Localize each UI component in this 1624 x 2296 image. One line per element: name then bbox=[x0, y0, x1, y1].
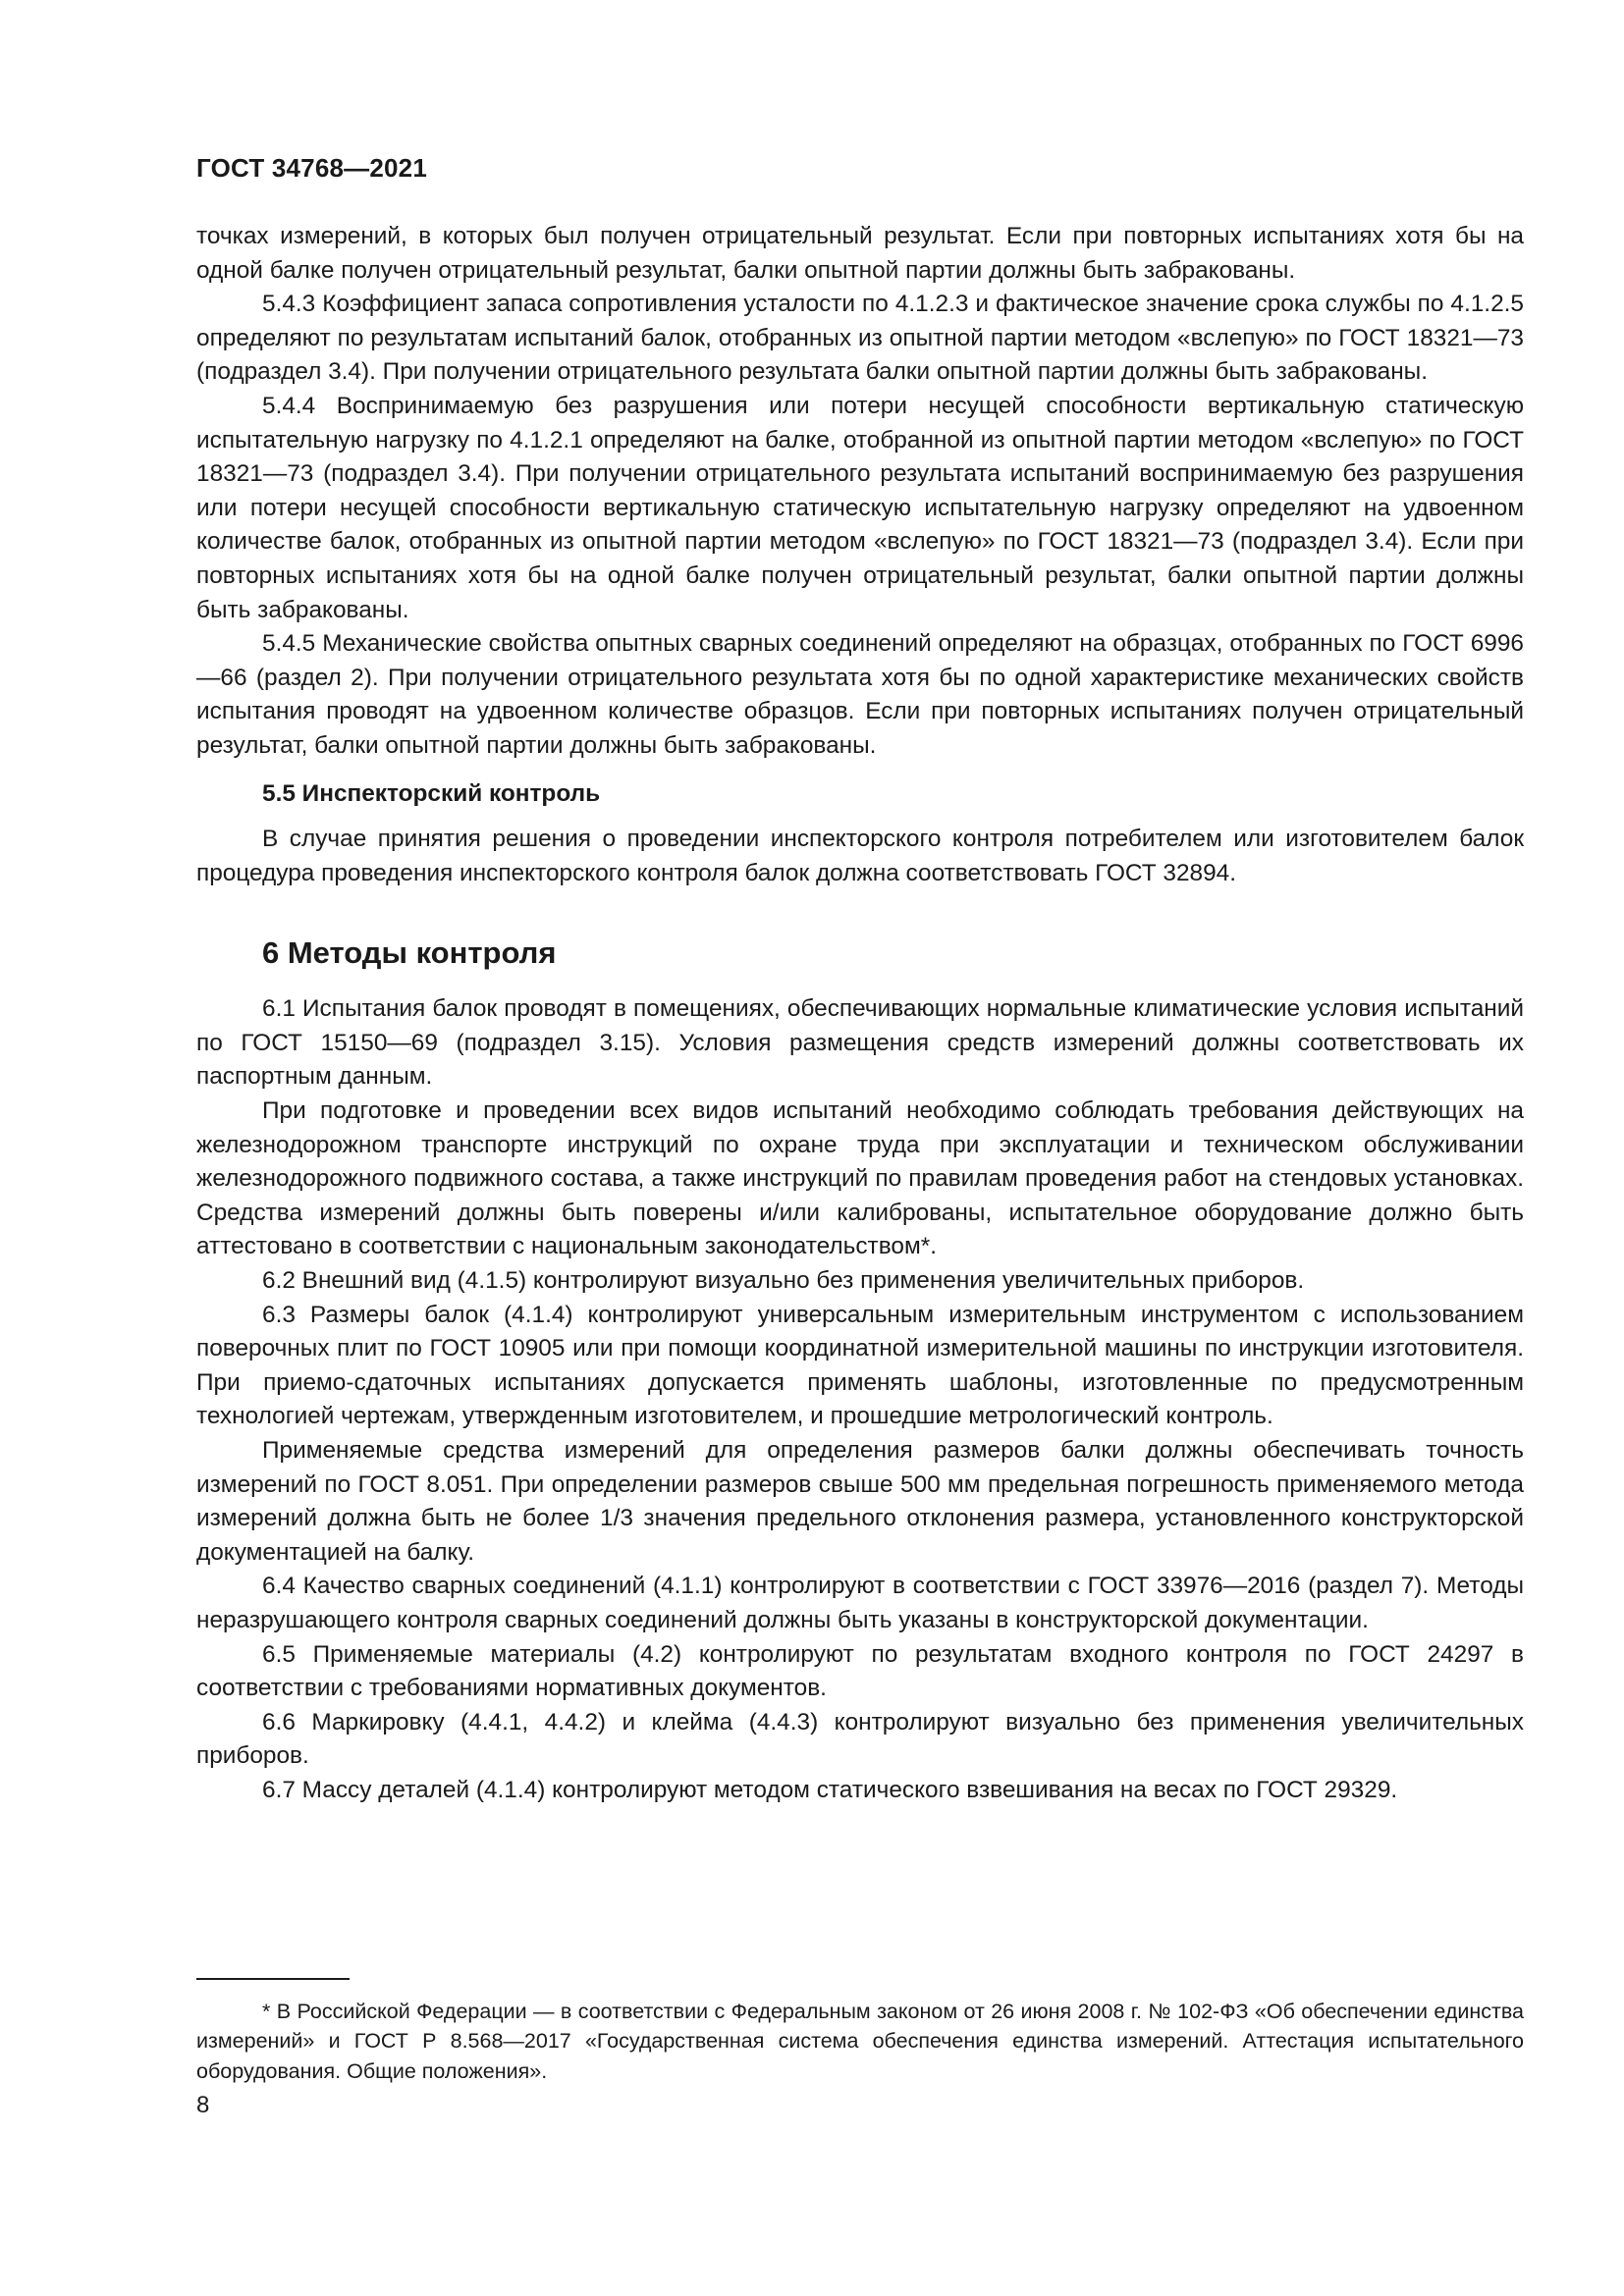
paragraph-6-3-accuracy: Применяемые средства измерений для определения размеров балки должны обеспечивать точность измерений по ГОСТ 8.051. При определении размеров свыше 500 мм предельная погрешность применяемого метода измерений должна быть не более 1/3 значения предельного отклонения размера, установленного конструкторской документацией на балку. bbox=[196, 1437, 1524, 1566]
footnote-text: * В Российской Федерации — в соответствии с Федеральным законом от 26 июня 2008 г. № 102-ФЗ «Об обеспечении единства измерений» и ГОСТ Р 8.568—2017 «Государственная система обеспечения единства измерений. Аттестация испытательного оборудования. Общие положения». bbox=[196, 2000, 1524, 2083]
paragraph-5-4-5: 5.4.5 Механические свойства опытных сварных соединений определяют на образцах, отобранных по ГОСТ 6996—66 (раздел 2). При получении отрицательного результата хотя бы по одной характеристике механических свойств испытания проводят на удвоенном количестве образцов. Если при повторных испытаниях получен отрицательный результат, балки опытной партии должны быть забракованы. bbox=[196, 630, 1524, 759]
page-header-doc-code: ГОСТ 34768—2021 bbox=[196, 153, 427, 183]
paragraph-5-5: В случае принятия решения о проведении инспекторского контроля потребителем или изготовителем балок процедура проведения инспекторского контроля балок должна соответствовать ГОСТ 32894. bbox=[196, 826, 1524, 886]
paragraph-6-7: 6.7 Массу деталей (4.1.4) контролируют методом статического взвешивания на весах по ГОСТ 29329. bbox=[262, 1776, 1398, 1803]
paragraph-5-4-4: 5.4.4 Воспринимаемую без разрушения или потери несущей способности вертикальную статическую испытательную нагрузку по 4.1.2.1 определяют на балке, отобранной из опытной партии методом «вслепую» по ГОСТ 18321—73 (подраздел 3.4). При получении отрицательного результата испытаний воспринимаемую без разрушения или потери несущей способности вертикальную статическую испытательную нагрузку определяют на удвоенном количестве балок, отобранных из опытной партии методом «вслепую» по ГОСТ 18321—73 (подраздел 3.4). Если при повторных испытаниях хотя бы на одной балке получен отрицательный результат, балки опытной партии должны быть забракованы. bbox=[196, 392, 1524, 623]
document-body bbox=[196, 220, 1524, 1808]
paragraph-continuation: точках измерений, в которых был получен отрицательный результат. Если при повторных испытаниях хотя бы на одной балке получен отрицательный результат, балки опытной партии должны быть забракованы. bbox=[196, 223, 1524, 284]
paragraph-6-6: 6.6 Маркировку (4.4.1, 4.4.2) и клейма (4.4.3) контролируют визуально без применения увеличительных приборов. bbox=[196, 1708, 1524, 1770]
subsection-title-5-5: 5.5 Инспекторский контроль bbox=[262, 779, 601, 807]
paragraph-6-4: 6.4 Качество сварных соединений (4.1.1) контролируют в соответствии с ГОСТ 33976—2016 (раздел 7). Методы неразрушающего контроля сварных соединений должны быть указаны в конструкторской документации. bbox=[196, 1573, 1524, 1633]
paragraph-6-5: 6.5 Применяемые материалы (4.2) контролируют по результатам входного контроля по ГОСТ 24297 в соответствии с требованиями нормативных документов. bbox=[196, 1640, 1524, 1702]
paragraph-5-4-3: 5.4.3 Коэффициент запаса сопротивления усталости по 4.1.2.3 и фактическое значение срока службы по 4.1.2.5 определяют по результатам испытаний балок, отобранных из опытной партии методом «вслепую» по ГОСТ 18321—73 (подраздел 3.4). При получении отрицательного результата балки опытной партии должны быть забракованы. bbox=[196, 291, 1524, 386]
page-number: 8 bbox=[196, 2092, 210, 2118]
paragraph-6-2: 6.2 Внешний вид (4.1.5) контролируют визуально без применения увеличительных приборов. bbox=[262, 1267, 1305, 1295]
footnote bbox=[196, 1997, 1524, 2086]
footnote-separator bbox=[196, 1978, 350, 1980]
paragraph-6-3: 6.3 Размеры балок (4.1.4) контролируют универсальным измерительным инструментом с использованием поверочных плит по ГОСТ 10905 или при помощи координатной измерительной машины по инструкции изготовителя. При приемо-сдаточных испытаниях допускается применять шаблоны, изготовленные по предусмотренным технологией чертежам, утвержденным изготовителем, и прошедшие метрологический контроль. bbox=[196, 1301, 1524, 1430]
paragraph-6-1: 6.1 Испытания балок проводят в помещениях, обеспечивающих нормальные климатические условия испытаний по ГОСТ 15150—69 (подраздел 3.15). Условия размещения средств измерений должны соответствовать их паспортным данным. bbox=[196, 995, 1524, 1091]
section-title-6: 6 Методы контроля bbox=[262, 935, 557, 971]
paragraph-6-1-safety: При подготовке и проведении всех видов испытаний необходимо соблюдать требования действующих на железнодорожном транспорте инструкций по охране труда при эксплуатации и техническом обслуживании железнодорожного подвижного состава, а также инструкций по правилам проведения работ на стендовых установках. Средства измерений должны быть поверены и/или калиброваны, испытательное оборудование должно быть аттестовано в соответствии с национальным законодательством*. bbox=[196, 1097, 1524, 1260]
